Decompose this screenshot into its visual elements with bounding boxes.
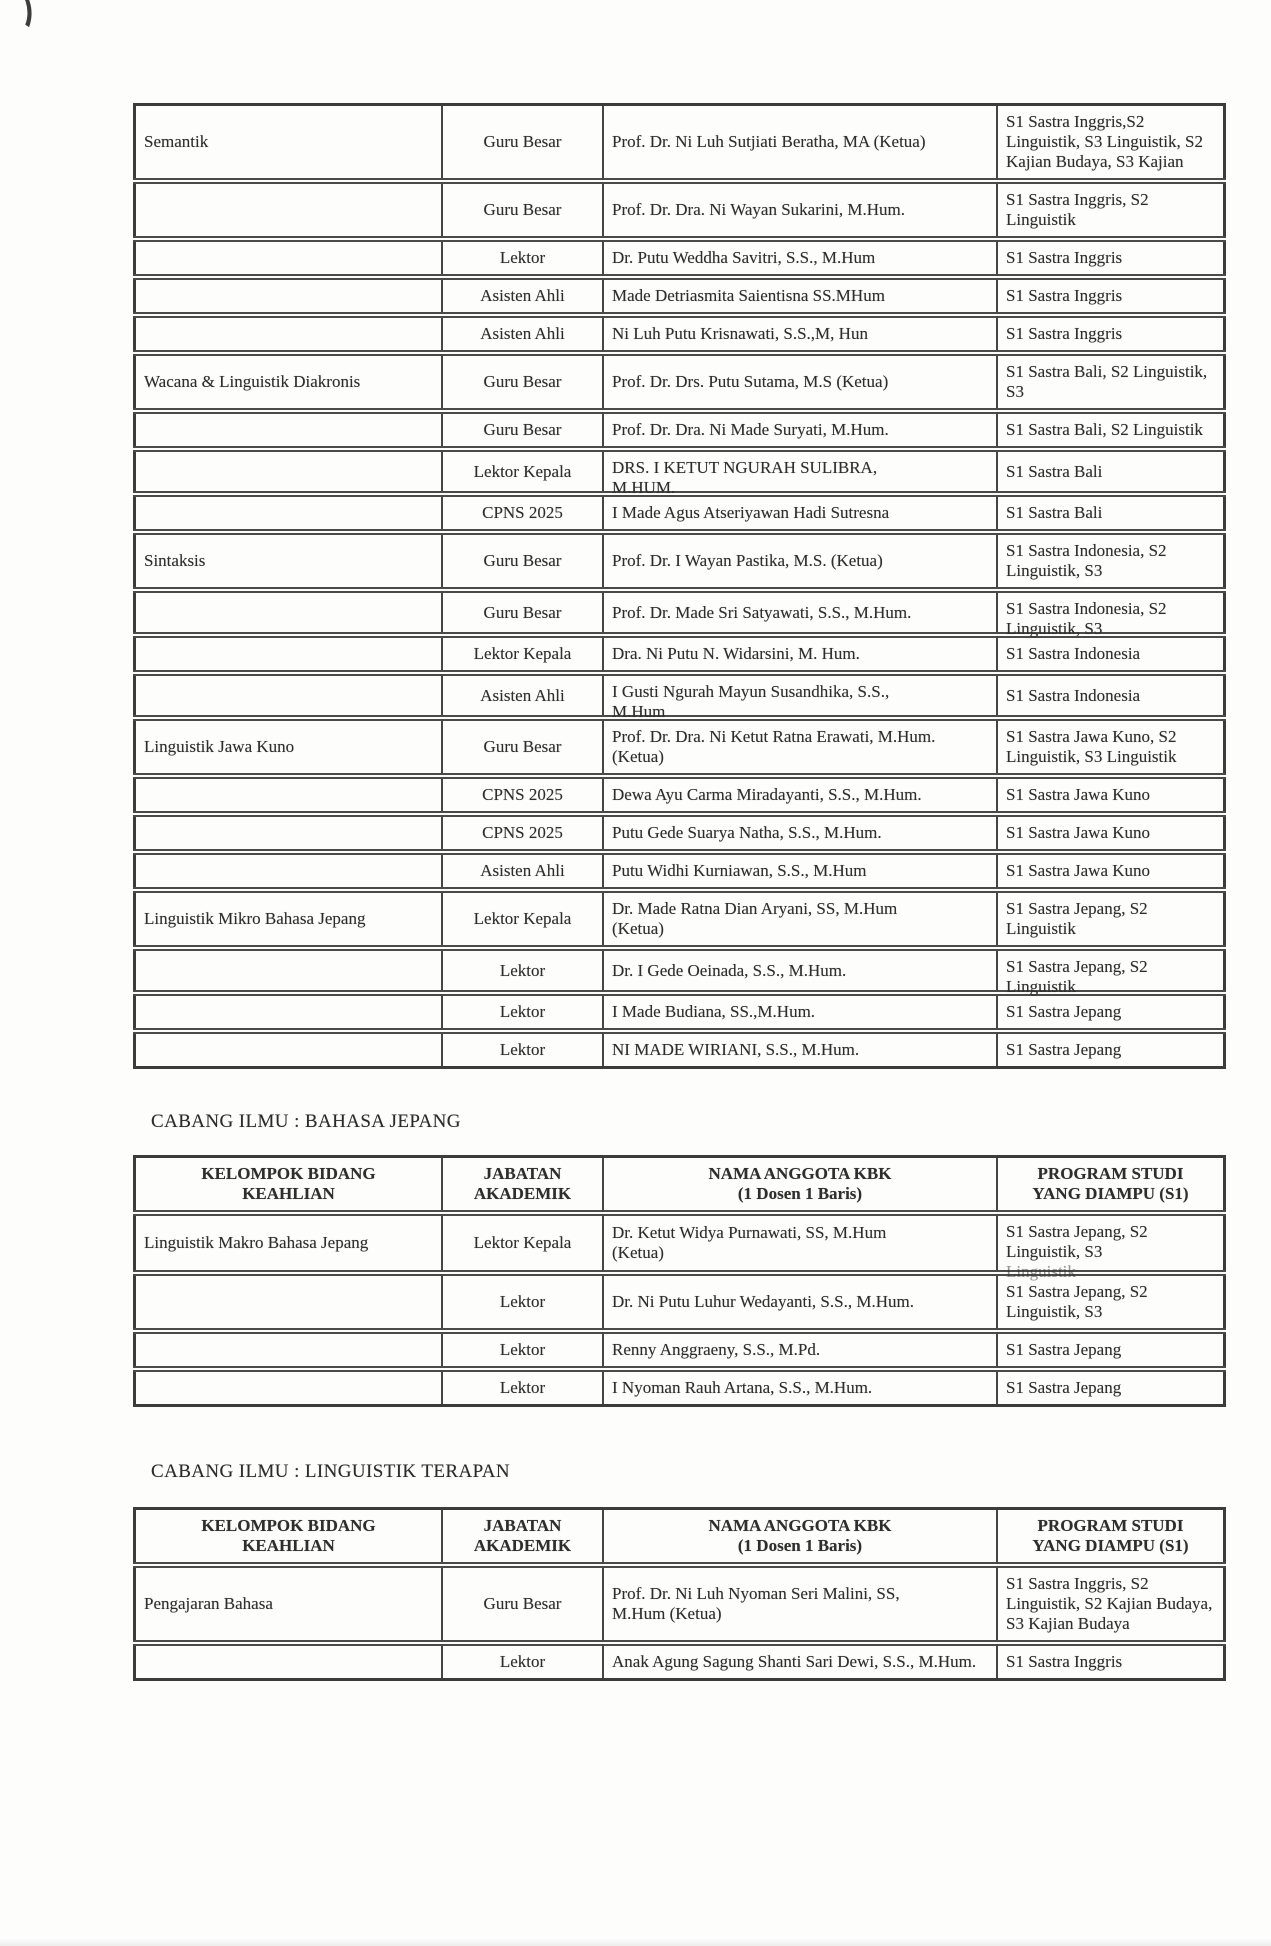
jabatan-cell: Guru Besar <box>442 411 603 449</box>
kbk-table-bahasa-jepang <box>133 1155 1226 1407</box>
kbk-group-cell: Linguistik Makro Bahasa Jepang <box>135 1213 443 1273</box>
table-row <box>135 1643 1225 1680</box>
kbk-group-cell <box>135 814 443 852</box>
table-row <box>135 718 1225 776</box>
kbk-group-cell <box>135 181 443 239</box>
header-text: KELOMPOK BIDANG <box>201 1164 376 1183</box>
header-text: KEAHLIAN <box>242 1536 335 1555</box>
kbk-table-continued <box>133 103 1226 1069</box>
program-studi-cell <box>997 948 1225 996</box>
header-text: PROGRAM STUDI <box>1037 1516 1184 1535</box>
kbk-group-cell <box>135 411 443 449</box>
program-studi-cell: S1 Sastra Inggris, S2 Linguistik, S2 Kajian Budaya, S3 Kajian Budaya <box>997 1565 1225 1643</box>
kbk-group-cell: Linguistik Mikro Bahasa Jepang <box>135 890 443 948</box>
member-name-cell: Prof. Dr. Dra. Ni Ketut Ratna Erawati, M.Hum. (Ketua) <box>603 718 997 776</box>
header-nama-anggota-kbk <box>603 1509 997 1566</box>
jabatan-cell: Lektor Kepala <box>442 1213 603 1273</box>
page-bottom-scan-shadow <box>0 1937 1271 1946</box>
table-row <box>135 814 1225 852</box>
program-studi-cell: S1 Sastra Jawa Kuno, S2 Linguistik, S3 Linguistik <box>997 718 1225 776</box>
member-name-cell <box>603 449 997 497</box>
program-studi-cell: S1 Sastra Inggris <box>997 1643 1225 1680</box>
member-name-cell <box>603 1213 997 1273</box>
program-studi-cell: S1 Sastra Jepang <box>997 1031 1225 1068</box>
kbk-group-cell <box>135 776 443 814</box>
kbk-group-cell <box>135 948 443 993</box>
jabatan-cell: CPNS 2025 <box>442 494 603 532</box>
member-name-cell <box>603 890 997 948</box>
header-kelompok-bidang-keahlian <box>135 1157 443 1214</box>
kbk-group-cell <box>135 1273 443 1331</box>
program-studi-cell: S1 Sastra Indonesia, S2 Linguistik, S3 <box>997 532 1225 590</box>
header-nama-anggota-kbk <box>603 1157 997 1214</box>
clipped-text: Linguistik, S3 <box>1006 619 1103 638</box>
member-name-cell: Prof. Dr. Dra. Ni Made Suryati, M.Hum. <box>603 411 997 449</box>
header-jabatan-akademik <box>442 1509 603 1566</box>
kbk-group-cell <box>135 1369 443 1406</box>
header-text: KEAHLIAN <box>242 1184 335 1203</box>
member-name-cell: Putu Widhi Kurniawan, S.S., M.Hum <box>603 852 997 890</box>
header-text: YANG DIAMPU (S1) <box>1032 1536 1189 1555</box>
table-row <box>135 277 1225 315</box>
table-row <box>135 239 1225 277</box>
program-studi-cell: S1 Sastra Jepang, S2 Linguistik <box>997 890 1225 948</box>
program-studi-text: S1 Sastra Indonesia, S2 <box>1006 599 1167 618</box>
jabatan-cell: Lektor Kepala <box>442 890 603 948</box>
table-row <box>135 948 1225 993</box>
program-studi-cell: S1 Sastra Inggris <box>997 239 1225 277</box>
document-content <box>133 103 1213 1681</box>
member-name-cell: Prof. Dr. Drs. Putu Sutama, M.S (Ketua) <box>603 353 997 411</box>
kbk-group-cell: Wacana & Linguistik Diakronis <box>135 353 443 411</box>
member-name-cell <box>603 1565 997 1643</box>
table-row <box>135 993 1225 1031</box>
member-name-cell: Dra. Ni Putu N. Widarsini, M. Hum. <box>603 635 997 673</box>
member-name-cell <box>603 673 997 721</box>
table-row <box>135 1273 1225 1331</box>
table-row <box>135 852 1225 890</box>
kbk-group-cell <box>135 315 443 353</box>
kbk-group-cell <box>135 993 443 1031</box>
header-kelompok-bidang-keahlian <box>135 1509 443 1566</box>
program-studi-cell: S1 Sastra Jepang <box>997 1369 1225 1406</box>
member-name-cell: NI MADE WIRIANI, S.S., M.Hum. <box>603 1031 997 1068</box>
program-studi-cell <box>997 590 1225 638</box>
header-text: KELOMPOK BIDANG <box>201 1516 376 1535</box>
table-row <box>135 776 1225 814</box>
kbk-group-cell <box>135 673 443 718</box>
member-name-cell: Prof. Dr. Made Sri Satyawati, S.S., M.Hum. <box>603 590 997 635</box>
table-row <box>135 411 1225 449</box>
member-name-text: DRS. I KETUT NGURAH SULIBRA, <box>612 458 878 477</box>
member-name-cell: Dewa Ayu Carma Miradayanti, S.S., M.Hum. <box>603 776 997 814</box>
header-text: JABATAN <box>483 1516 562 1535</box>
table-row <box>135 1331 1225 1369</box>
jabatan-cell: Lektor <box>442 239 603 277</box>
table-row <box>135 635 1225 673</box>
header-text: NAMA ANGGOTA KBK <box>708 1516 892 1535</box>
section-heading-linguistik-terapan: CABANG ILMU : LINGUISTIK TERAPAN <box>151 1461 511 1482</box>
jabatan-cell: Lektor <box>442 1643 603 1680</box>
jabatan-cell: CPNS 2025 <box>442 814 603 852</box>
table-row <box>135 353 1225 411</box>
member-name-text: Dr. Made Ratna Dian Aryani, SS, M.Hum (Ketua) <box>612 899 898 938</box>
member-name-cell: I Nyoman Rauh Artana, S.S., M.Hum. <box>603 1369 997 1406</box>
kbk-group-cell <box>135 1031 443 1068</box>
program-studi-cell: S1 Sastra Indonesia <box>997 635 1225 673</box>
jabatan-cell: Guru Besar <box>442 181 603 239</box>
kbk-group-cell <box>135 635 443 673</box>
jabatan-cell: CPNS 2025 <box>442 776 603 814</box>
table-header-row <box>135 1509 1225 1566</box>
program-studi-cell: S1 Sastra Bali <box>997 494 1225 532</box>
header-jabatan-akademik <box>442 1157 603 1214</box>
kbk-group-cell: Linguistik Jawa Kuno <box>135 718 443 776</box>
table-row <box>135 1369 1225 1406</box>
program-studi-cell: S1 Sastra Jepang <box>997 1331 1225 1369</box>
kbk-group-cell: Pengajaran Bahasa <box>135 1565 443 1643</box>
program-studi-cell: S1 Sastra Jawa Kuno <box>997 852 1225 890</box>
program-studi-cell: S1 Sastra Jawa Kuno <box>997 776 1225 814</box>
clipped-text: M.HUM. <box>612 478 676 497</box>
clipped-text: Linguistik <box>1006 977 1076 996</box>
member-name-cell: Dr. Ni Putu Luhur Wedayanti, S.S., M.Hum. <box>603 1273 997 1331</box>
jabatan-cell: Guru Besar <box>442 105 603 182</box>
program-studi-cell <box>997 1213 1225 1281</box>
member-name-cell: I Made Budiana, SS.,M.Hum. <box>603 993 997 1031</box>
kbk-group-cell <box>135 1331 443 1369</box>
jabatan-cell: Lektor <box>442 1369 603 1406</box>
jabatan-cell: Guru Besar <box>442 1565 603 1643</box>
jabatan-cell: Asisten Ahli <box>442 277 603 315</box>
program-studi-cell: S1 Sastra Inggris,S2 Linguistik, S3 Linguistik, S2 Kajian Budaya, S3 Kajian <box>997 105 1225 182</box>
jabatan-cell: Asisten Ahli <box>442 673 603 718</box>
header-program-studi <box>997 1157 1225 1214</box>
table-row <box>135 105 1225 182</box>
member-name-cell: Prof. Dr. Ni Luh Sutjiati Beratha, MA (Ketua) <box>603 105 997 182</box>
table-row <box>135 449 1225 494</box>
jabatan-cell: Guru Besar <box>442 532 603 590</box>
member-name-cell: Dr. I Gede Oeinada, S.S., M.Hum. <box>603 948 997 993</box>
program-studi-text: S1 Sastra Jepang, S2 <box>1006 957 1148 976</box>
program-studi-cell: S1 Sastra Jawa Kuno <box>997 814 1225 852</box>
kbk-group-cell <box>135 590 443 635</box>
table-row <box>135 315 1225 353</box>
header-text: PROGRAM STUDI <box>1037 1164 1184 1183</box>
member-name-cell: Dr. Putu Weddha Savitri, S.S., M.Hum <box>603 239 997 277</box>
kbk-group-cell: Semantik <box>135 105 443 182</box>
kbk-group-cell <box>135 239 443 277</box>
program-studi-cell: S1 Sastra Jepang, S2 Linguistik, S3 <box>997 1273 1225 1331</box>
table-row <box>135 1031 1225 1068</box>
program-studi-cell: S1 Sastra Indonesia <box>997 673 1225 718</box>
table-row <box>135 890 1225 948</box>
kbk-group-cell <box>135 1643 443 1680</box>
jabatan-cell: Guru Besar <box>442 718 603 776</box>
section-heading-bahasa-jepang: CABANG ILMU : BAHASA JEPANG <box>151 1111 461 1132</box>
header-text: JABATAN <box>483 1164 562 1183</box>
table-header-row <box>135 1157 1225 1214</box>
clipped-text: M.Hum <box>612 702 666 721</box>
clipped-text: Linguistik <box>1006 1262 1076 1281</box>
member-name-text: I Gusti Ngurah Mayun Susandhika, S.S., <box>612 682 890 701</box>
program-studi-cell: S1 Sastra Bali, S2 Linguistik, S3 <box>997 353 1225 411</box>
member-name-cell: Prof. Dr. I Wayan Pastika, M.S. (Ketua) <box>603 532 997 590</box>
program-studi-cell: S1 Sastra Inggris <box>997 315 1225 353</box>
member-name-cell: Putu Gede Suarya Natha, S.S., M.Hum. <box>603 814 997 852</box>
header-text: AKADEMIK <box>473 1184 572 1203</box>
header-text: (1 Dosen 1 Baris) <box>737 1536 863 1555</box>
member-name-text: Dr. Ketut Widya Purnawati, SS, M.Hum (Ketua) <box>612 1223 887 1262</box>
jabatan-cell: Lektor <box>442 1273 603 1331</box>
header-program-studi <box>997 1509 1225 1566</box>
table-row <box>135 1565 1225 1643</box>
program-studi-cell: S1 Sastra Bali, S2 Linguistik <box>997 411 1225 449</box>
page-corner-scan-artifact <box>0 0 41 54</box>
program-studi-cell: S1 Sastra Inggris, S2 Linguistik <box>997 181 1225 239</box>
jabatan-cell: Lektor Kepala <box>442 635 603 673</box>
jabatan-cell: Lektor <box>442 993 603 1031</box>
jabatan-cell: Guru Besar <box>442 353 603 411</box>
table-row <box>135 1213 1225 1273</box>
member-name-text: Prof. Dr. Ni Luh Nyoman Seri Malini, SS, M.Hum (Ketua) <box>612 1584 900 1623</box>
kbk-table-linguistik-terapan <box>133 1507 1226 1681</box>
jabatan-cell: Lektor <box>442 1331 603 1369</box>
kbk-group-cell <box>135 449 443 494</box>
kbk-group-cell <box>135 277 443 315</box>
header-text: NAMA ANGGOTA KBK <box>708 1164 892 1183</box>
jabatan-cell: Asisten Ahli <box>442 852 603 890</box>
program-studi-cell: S1 Sastra Inggris <box>997 277 1225 315</box>
member-name-cell: Anak Agung Sagung Shanti Sari Dewi, S.S., M.Hum. <box>603 1643 997 1680</box>
table-row <box>135 590 1225 635</box>
jabatan-cell: Lektor Kepala <box>442 449 603 494</box>
kbk-group-cell <box>135 494 443 532</box>
kbk-group-cell: Sintaksis <box>135 532 443 590</box>
jabatan-cell: Lektor <box>442 1031 603 1068</box>
table-row <box>135 181 1225 239</box>
table-row <box>135 532 1225 590</box>
program-studi-cell: S1 Sastra Bali <box>997 449 1225 494</box>
member-name-cell: Made Detriasmita Saientisna SS.MHum <box>603 277 997 315</box>
jabatan-cell: Guru Besar <box>442 590 603 635</box>
table-row <box>135 673 1225 718</box>
table-row <box>135 494 1225 532</box>
jabatan-cell: Asisten Ahli <box>442 315 603 353</box>
member-name-cell: Renny Anggraeny, S.S., M.Pd. <box>603 1331 997 1369</box>
jabatan-cell: Lektor <box>442 948 603 993</box>
header-text: YANG DIAMPU (S1) <box>1032 1184 1189 1203</box>
member-name-cell: Prof. Dr. Dra. Ni Wayan Sukarini, M.Hum. <box>603 181 997 239</box>
header-text: (1 Dosen 1 Baris) <box>737 1184 863 1203</box>
header-text: AKADEMIK <box>473 1536 572 1555</box>
program-studi-cell: S1 Sastra Jepang <box>997 993 1225 1031</box>
kbk-group-cell <box>135 852 443 890</box>
program-studi-text: S1 Sastra Jepang, S2 Linguistik, S3 <box>1006 1222 1148 1261</box>
member-name-cell: I Made Agus Atseriyawan Hadi Sutresna <box>603 494 997 532</box>
member-name-cell: Ni Luh Putu Krisnawati, S.S.,M, Hun <box>603 315 997 353</box>
